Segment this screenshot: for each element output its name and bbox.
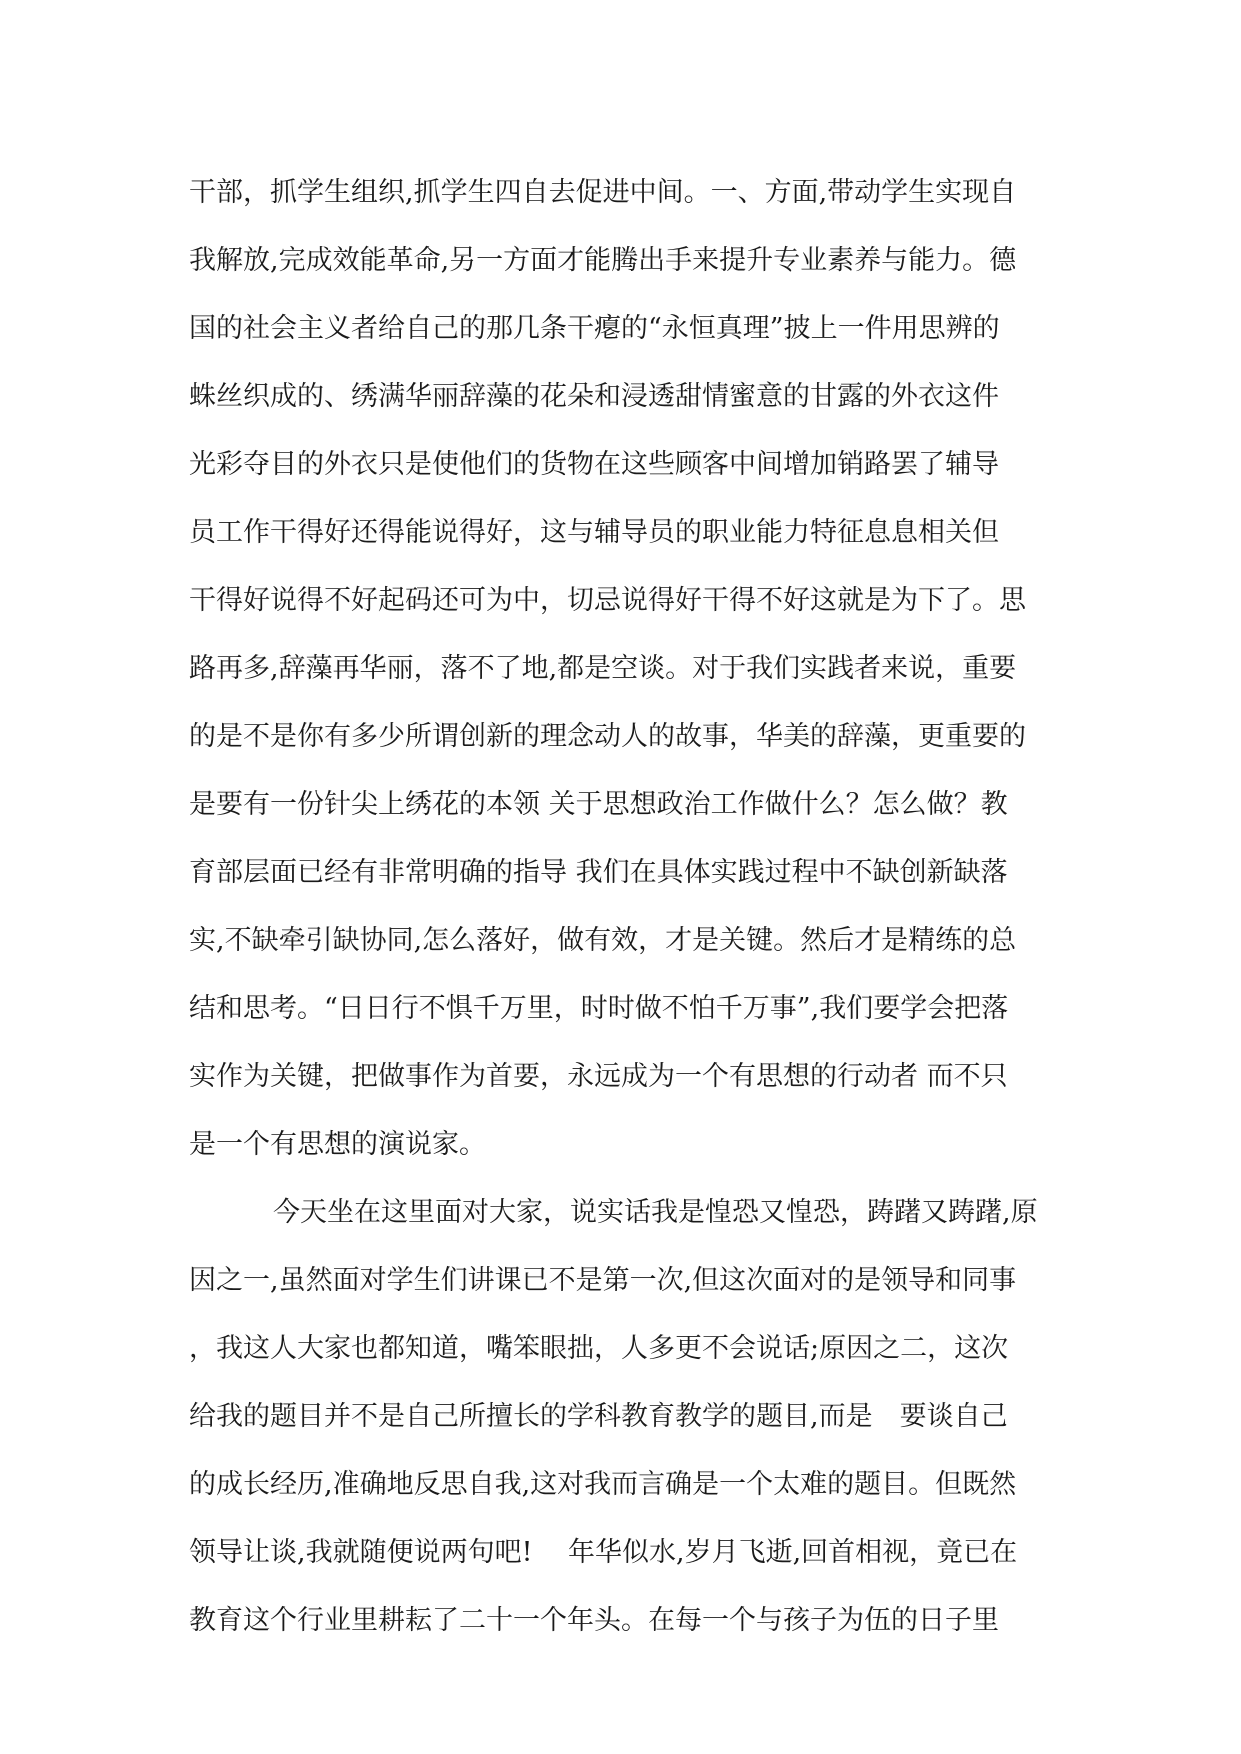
text-line: 我解放,完成效能革命,另一方面才能腾出手来提升专业素养与能力。德 (189, 245, 1017, 276)
text-line: 干得好说得不好起码还可为中，切忌说得好干得不好这就是为下了。思 (189, 585, 1026, 616)
text-line: ，我这人大家也都知道，嘴笨眼拙，人多更不会说话;原因之二，这次 (189, 1333, 1009, 1364)
paragraph-first-line: 今天坐在这里面对大家，说实话我是惶恐又惶恐，踌躇又踌躇,原 (273, 1197, 1038, 1228)
text-line: 路再多,辞藻再华丽，落不了地,都是空谈。对于我们实践者来说，重要 (189, 653, 1017, 684)
text-line: 育部层面已经有非常明确的指导 我们在具体实践过程中不缺创新缺落 (189, 857, 1008, 888)
text-line: 因之一,虽然面对学生们讲课已不是第一次,但这次面对的是领导和同事 (189, 1265, 1017, 1296)
text-line: 员工作干得好还得能说得好，这与辅导员的职业能力特征息息相关但 (189, 517, 999, 548)
text-line: 领导让谈,我就随便说两句吧! 年华似水,岁月飞逝,回首相视，竟已在 (189, 1537, 1018, 1568)
text-line: 光彩夺目的外衣只是使他们的货物在这些顾客中间增加销路罢了辅导 (189, 449, 999, 480)
text-line: 实,不缺牵引缺协同,怎么落好，做有效，才是关键。然后才是精练的总 (189, 925, 1017, 956)
body-text (189, 159, 1069, 1655)
text-line: 是一个有思想的演说家。 (189, 1129, 486, 1160)
text-line: 蛛丝织成的、绣满华丽辞藻的花朵和浸透甜情蜜意的甘露的外衣这件 (189, 381, 999, 412)
text-line: 给我的题目并不是自己所擅长的学科教育教学的题目,而是 要谈自己 (189, 1401, 1008, 1432)
text-line: 实作为关键，把做事作为首要，永远成为一个有思想的行动者 而不只 (189, 1061, 1008, 1092)
text-line: 的是不是你有多少所谓创新的理念动人的故事，华美的辞藻，更重要的 (189, 721, 1026, 752)
text-line: 干部，抓学生组织,抓学生四自去促进中间。一、方面,带动学生实现自 (189, 177, 1017, 208)
text-line: 是要有一份针尖上绣花的本领 关于思想政治工作做什么？怎么做？教 (189, 789, 1008, 820)
text-line: 的成长经历,准确地反思自我,这对我而言确是一个太难的题目。但既然 (189, 1469, 1017, 1500)
text-line: 国的社会主义者给自己的那几条干瘪的“永恒真理”披上一件用思辨的 (189, 313, 1000, 344)
text-line: 教育这个行业里耕耘了二十一个年头。在每一个与孩子为伍的日子里 (189, 1605, 999, 1636)
text-line: 结和思考。“日日行不惧千万里，时时做不怕千万事”,我们要学会把落 (189, 993, 1009, 1024)
